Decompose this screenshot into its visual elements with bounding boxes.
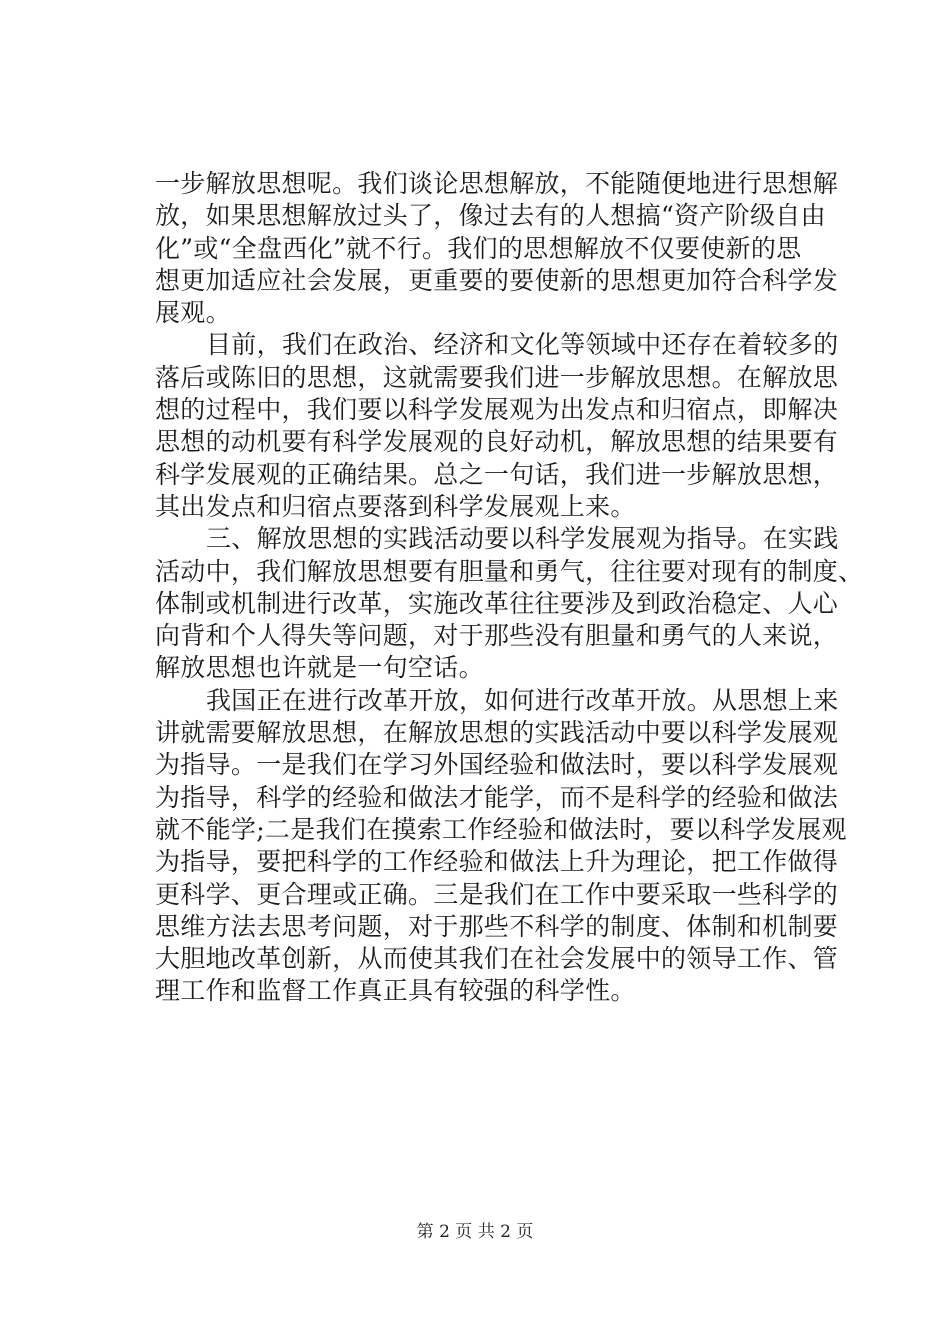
text-line: 科学发展观的正确结果。总之一句话，我们进一步解放思想， bbox=[155, 459, 839, 489]
text-line: 其出发点和归宿点要落到科学发展观上来。 bbox=[155, 491, 636, 521]
text-line: 体制或机制进行改革，实施改革往往要涉及到政治稳定、人心 bbox=[155, 588, 839, 618]
text-line: 向背和个人得失等问题，对于那些没有胆量和勇气的人来说， bbox=[155, 621, 839, 651]
text-line: 三、解放思想的实践活动要以科学发展观为指导。在实践 bbox=[206, 524, 839, 554]
text-line: 更科学、更合理或正确。三是我们在工作中要采取一些科学的 bbox=[155, 879, 839, 909]
page-footer: 第 2 页 共 2 页 bbox=[416, 1222, 534, 1242]
text-line: 为指导，要把科学的工作经验和做法上升为理论，把工作做得 bbox=[155, 847, 839, 877]
text-line: 展观。 bbox=[155, 298, 231, 328]
text-line: 我国正在进行改革开放，如何进行改革开放。从思想上来 bbox=[206, 685, 839, 715]
text-line: 思维方法去思考问题，对于那些不科学的制度、体制和机制要 bbox=[155, 911, 839, 941]
text-line: 思想的动机要有科学发展观的良好动机，解放思想的结果要有 bbox=[155, 427, 839, 457]
text-line: 为指导。一是我们在学习外国经验和做法时，要以科学发展观 bbox=[155, 750, 839, 780]
text-line: 想的过程中，我们要以科学发展观为出发点和归宿点，即解决 bbox=[155, 395, 839, 425]
text-line: 想更加适应社会发展，更重要的要使新的思想更加符合科学发 bbox=[155, 265, 839, 295]
text-line: 就不能学;二是我们在摸索工作经验和做法时，要以科学发展观 bbox=[155, 814, 847, 844]
text-line: 落后或陈旧的思想，这就需要我们进一步解放思想。在解放思 bbox=[155, 362, 839, 392]
text-line: 理工作和监督工作真正具有较强的科学性。 bbox=[155, 976, 636, 1006]
text-line: 大胆地改革创新，从而使其我们在社会发展中的领导工作、管 bbox=[155, 944, 839, 974]
document-body bbox=[155, 168, 864, 1008]
text-line: 目前，我们在政治、经济和文化等领域中还存在着较多的 bbox=[206, 330, 839, 360]
text-line: 放，如果思想解放过头了，像过去有的人想搞“资产阶级自由 bbox=[155, 201, 826, 231]
text-line: 为指导，科学的经验和做法才能学，而不是科学的经验和做法 bbox=[155, 782, 839, 812]
text-line: 活动中，我们解放思想要有胆量和勇气，往往要对现有的制度、 bbox=[155, 556, 864, 586]
text-line: 解放思想也许就是一句空话。 bbox=[155, 653, 484, 683]
text-line: 化”或“全盘西化”就不行。我们的思想解放不仅要使新的思 bbox=[155, 233, 802, 263]
text-line: 一步解放思想呢。我们谈论思想解放，不能随便地进行思想解 bbox=[155, 169, 839, 198]
text-line: 讲就需要解放思想，在解放思想的实践活动中要以科学发展观 bbox=[155, 718, 839, 748]
